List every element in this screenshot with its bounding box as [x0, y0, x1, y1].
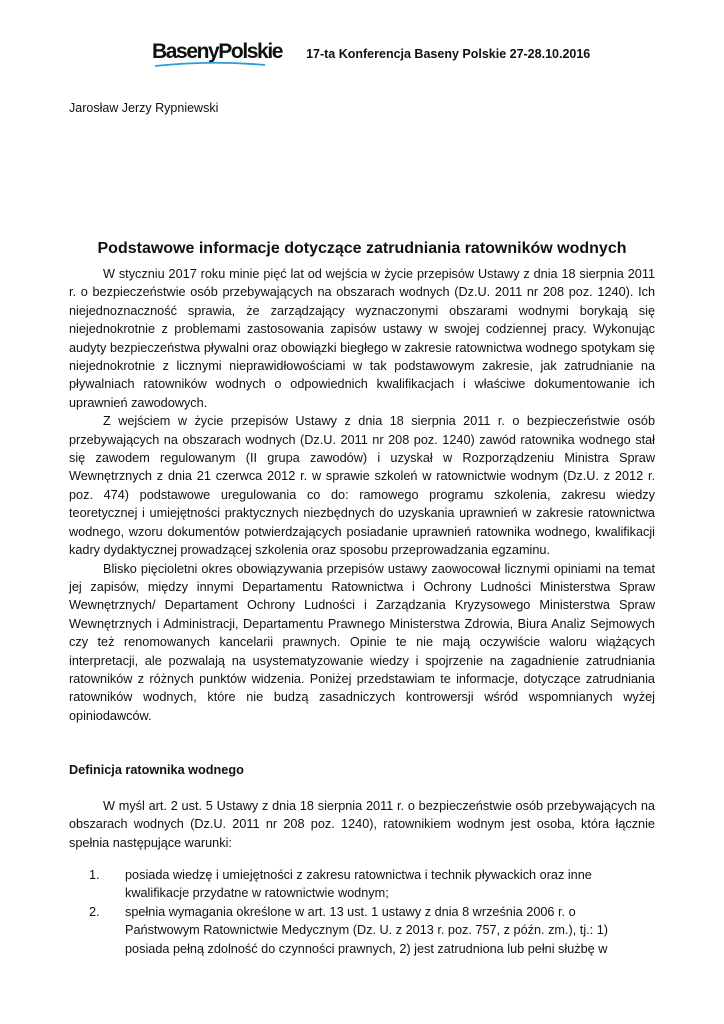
conditions-list: [69, 866, 629, 958]
list-item: [69, 866, 629, 903]
document-title: Podstawowe informacje dotyczące zatrudniania ratowników wodnych: [97, 240, 627, 257]
list-item: [69, 903, 629, 958]
section-heading: Definicja ratownika wodnego: [69, 763, 244, 777]
body-text: [69, 265, 655, 725]
logo-text: BasenyPolskie: [152, 40, 283, 63]
paragraph: Blisko pięcioletni okres obowiązywania przepisów ustawy zaowocował licznymi opiniami na temat jej zapisów, między innymi Departamentu Ratownictwa i Ochrony Ludności Ministerstwa Spraw Wewnętrznych/ Departament Ochrony Ludności i Zarządzania Kryzysowego Ministerstwa Spraw Wewnętrznych i Administracji, Departamentu Prawnego Ministerstwa Zdrowia, Biura Analiz Sejmowych czy też renomowanych kancelarii prawnych. Opinie te nie mają oczywiście waloru wiążących interpretacji, ale pozwalają na usystematyzowanie wiedzy i spojrzenie na zagadnienie zatrudniania ratowników z różnych punktów widzenia. Poniżej przedstawiam te informacje, dotyczące zatrudniania ratowników wodnych, które nie budzą zasadniczych kontrowersji wśród wspomnianych wyżej opiniodawców.: [69, 561, 655, 723]
conference-title: 17-ta Konferencja Baseny Polskie 27-28.10.2016: [306, 47, 591, 61]
list-item-text: posiada wiedzę i umiejętności z zakresu ratownictwa i technik pływackich oraz inne kwalifikacje przydatne w ratownictwie wodnym;: [125, 868, 592, 901]
page-header: [152, 40, 590, 68]
author-name: Jarosław Jerzy Rypniewski: [69, 101, 219, 115]
list-number: 2.: [89, 904, 100, 919]
list-item-text: spełnia wymagania określone w art. 13 ust. 1 ustawy z dnia 8 września 2006 r. o Państwowym Ratownictwie Medycznym (Dz. U. z 2013 r. poz. 757, z późn. zm.), tj.: 1) posiada pełną zdolność do czynności prawnych, 2) jest zatrudniona lub pełni służbę w: [125, 904, 608, 956]
definition-paragraph: W myśl art. 2 ust. 5 Ustawy z dnia 18 sierpnia 2011 r. o bezpieczeństwie osób przebywających na obszarach wodnych (Dz.U. 2011 nr 208 poz. 1240), ratownikiem wodnym jest osoba, która łącznie spełnia następujące warunki:: [69, 799, 655, 850]
baseny-polskie-logo: [152, 40, 282, 68]
list-number: 1.: [89, 868, 100, 882]
paragraph: W styczniu 2017 roku minie pięć lat od wejścia w życie przepisów Ustawy z dnia 18 sierpnia 2011 r. o bezpieczeństwie osób przebywających na obszarach wodnych (Dz.U. 2011 nr 208 poz. 1240). Ich niejednoznaczność sprawia, że zarządzający wyznaczonymi obszarami wodnymi borykają się niejednokrotnie z problemami zastosowania zapisów ustawy w swojej codziennej pracy. Wykonując audyty bezpieczeństwa pływalni oraz obowiązki biegłego w zakresie ratownictwa wodnego spotykam się niejednokrotnie z licznymi nieprawidłowościami w tak podstawowym zakresie, jak zatrudnianie na pływalniach ratowników wodnych o odpowiednich kwalifikacjach i właściwe dokumentowanie ich uprawnień zawodowych.: [69, 267, 655, 410]
logo-swoosh-icon: [154, 61, 266, 68]
paragraph: Z wejściem w życie przepisów Ustawy z dnia 18 sierpnia 2011 r. o bezpieczeństwie osób przebywających na obszarach wodnych (Dz.U. 2011 nr 208 poz. 1240) zawód ratownika wodnego stał się zawodem regulowanym (II grupa zawodów) i uzyskał w Rozporządzeniu Ministra Spraw Wewnętrznych z dnia 21 czerwca 2012 r. w sprawie szkoleń w ratownictwie wodnym (Dz.U. z 2012 r. poz. 474) podstawowe uregulowania co do: ramowego programu szkolenia, zakresu wiedzy teoretycznej i umiejętności praktycznych niezbędnych do uzyskania uprawnień w zakresie ratownictwa wodnego, wzoru dokumentów potwierdzających posiadanie uprawnień ratownika wodnego, kwalifikacji kadry dydaktycznej prowadzącej szkolenia oraz sposobu przeprowadzania egzaminu.: [69, 414, 655, 558]
